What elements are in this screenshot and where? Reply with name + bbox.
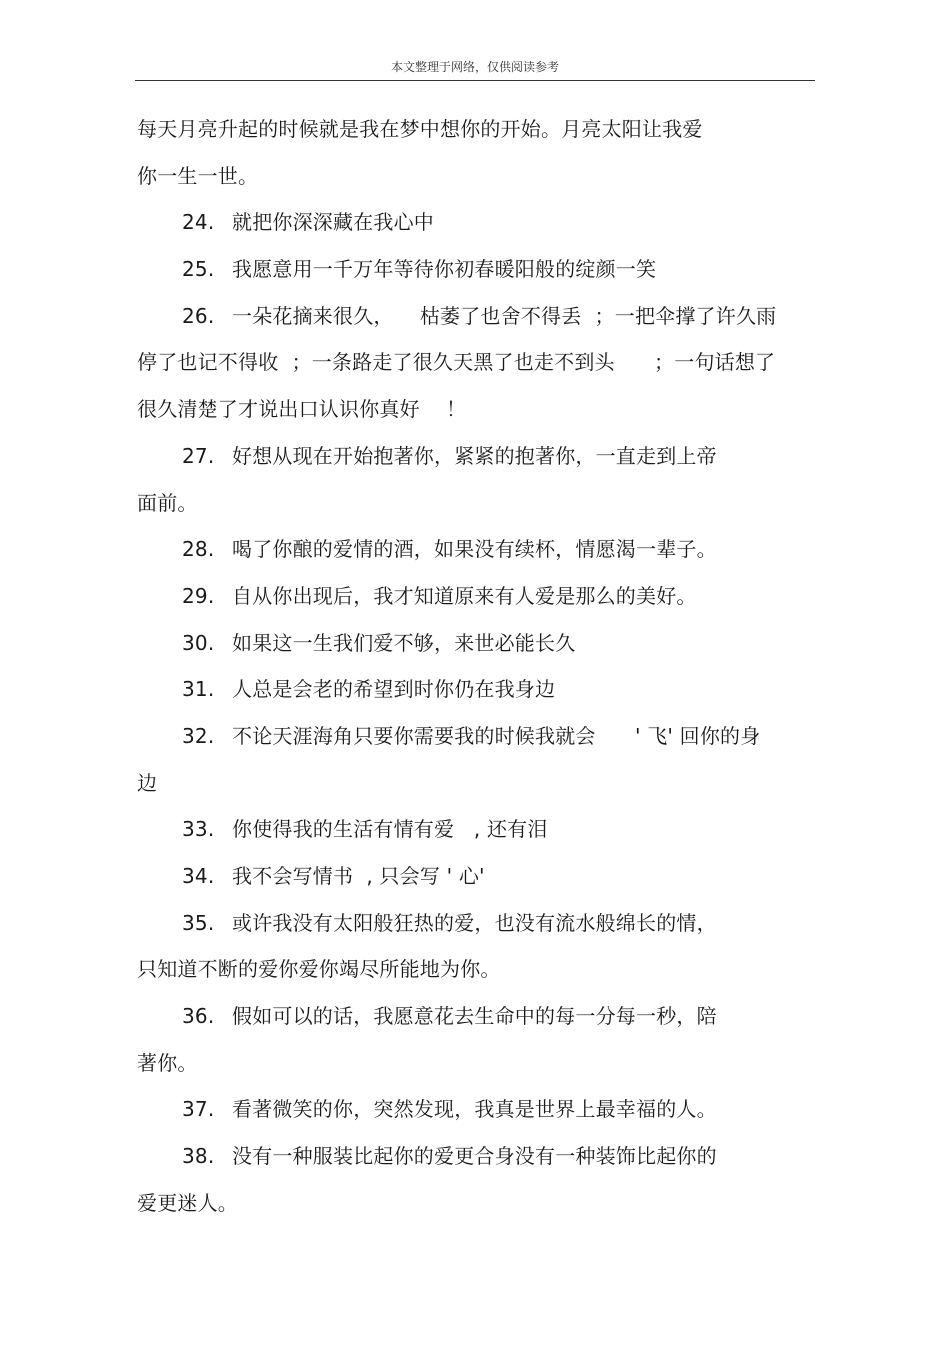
line-text: 看著微笑的你，突然发现，我真是世界上最幸福的人。 xyxy=(232,1097,717,1122)
line-text: 你使得我的生活有情有爱 , 还有泪 xyxy=(232,817,548,842)
item-number: 33. xyxy=(182,817,215,842)
item-number: 35. xyxy=(182,910,215,935)
line-text: 假如可以的话，我愿意花去生命中的每一分每一秒，陪 xyxy=(232,1004,717,1029)
line-text: 人总是会老的希望到时你仍在我身边 xyxy=(232,677,556,702)
item-number: 31. xyxy=(182,677,215,702)
item-number: 29. xyxy=(182,583,215,608)
item-number: 26. xyxy=(182,303,215,328)
line-text: 只知道不断的爱你爱你竭尽所能地为你。 xyxy=(137,957,501,982)
text-line xyxy=(137,480,817,527)
item-number: 30. xyxy=(182,630,215,655)
text-line xyxy=(137,666,817,713)
header-divider xyxy=(135,80,815,81)
text-line xyxy=(137,806,817,853)
line-text: 边 xyxy=(137,770,158,795)
line-text: 就把你深深藏在我心中 xyxy=(232,210,434,235)
text-line xyxy=(137,153,817,200)
item-number: 28. xyxy=(182,537,215,562)
text-line xyxy=(137,293,817,340)
line-text: 如果这一生我们爱不够，来世必能长久 xyxy=(232,630,576,655)
line-text: 或许我没有太阳般狂热的爱，也没有流水般绵长的情， xyxy=(232,910,717,935)
text-line xyxy=(137,993,817,1040)
text-line xyxy=(137,1180,817,1227)
text-line xyxy=(137,386,817,433)
item-number: 36. xyxy=(182,1004,215,1029)
line-text: 我愿意用一千万年等待你初春暖阳般的绽颜一笑 xyxy=(232,257,657,282)
document-body xyxy=(137,106,817,1227)
text-line xyxy=(137,900,817,947)
line-text: 我不会写情书 , 只会写 ' 心' xyxy=(232,864,485,888)
text-line xyxy=(137,946,817,993)
text-line xyxy=(137,1086,817,1133)
line-text: 很久清楚了才说出口认识你真好 ！ xyxy=(137,397,467,422)
text-line xyxy=(137,246,817,293)
item-number: 38. xyxy=(182,1144,215,1169)
line-text: 不论天涯海角只要你需要我的时候我就会 ' 飞' 回你的身 xyxy=(232,723,761,748)
text-line xyxy=(137,199,817,246)
item-number: 24. xyxy=(182,210,215,235)
item-number: 25. xyxy=(182,257,215,282)
line-text: 没有一种服装比起你的爱更合身没有一种装饰比起你的 xyxy=(232,1144,717,1169)
text-line xyxy=(137,526,817,573)
page-header: 本文整理于网络，仅供阅读参考 xyxy=(390,60,559,74)
line-text: 喝了你酿的爱情的酒，如果没有续杯，情愿渴一辈子。 xyxy=(232,537,717,562)
item-number: 34. xyxy=(182,864,215,888)
line-text: 自从你出现后，我才知道原来有人爱是那么的美好。 xyxy=(232,583,697,608)
text-line xyxy=(137,573,817,620)
text-line xyxy=(137,620,817,667)
item-number: 27. xyxy=(182,443,215,468)
line-text: 爱更迷人。 xyxy=(137,1190,238,1215)
line-text: 停了也记不得收 ；一条路走了很久天黑了也走不到头 ；一句话想了 xyxy=(137,350,776,375)
line-text: 著你。 xyxy=(137,1050,198,1075)
text-line xyxy=(137,853,817,900)
text-line xyxy=(137,339,817,386)
text-line xyxy=(137,1133,817,1180)
line-text: 好想从现在开始抱著你，紧紧的抱著你，一直走到上帝 xyxy=(232,443,717,468)
line-text: 一朵花摘来很久， 枯萎了也舍不得丢 ；一把伞撑了许久雨 xyxy=(232,303,777,328)
line-text: 面前。 xyxy=(137,490,198,515)
item-number: 32. xyxy=(182,723,215,748)
line-text: 你一生一世。 xyxy=(137,163,259,188)
text-line xyxy=(137,713,817,760)
line-text: 每天月亮升起的时候就是我在梦中想你的开始。月亮太阳让我爱 xyxy=(137,117,703,141)
text-line xyxy=(137,760,817,807)
text-line xyxy=(137,1040,817,1087)
text-line xyxy=(137,433,817,480)
item-number: 37. xyxy=(182,1097,215,1122)
text-line xyxy=(137,106,817,153)
